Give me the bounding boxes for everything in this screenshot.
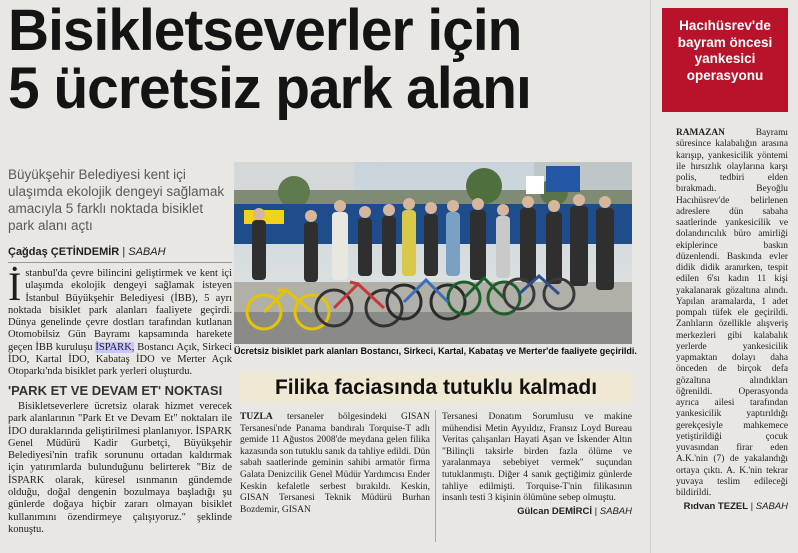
filika-lead: TUZLA bbox=[240, 412, 273, 422]
side-byline-source: SABAH bbox=[755, 501, 788, 513]
filika-col2 bbox=[442, 412, 632, 517]
filika-byline: Gülcan DEMİRCİ | SABAH bbox=[517, 505, 632, 517]
main-headline-line1: Bisikletseverler için bbox=[8, 0, 522, 63]
byline-divider bbox=[8, 262, 232, 263]
dropcap: İ bbox=[8, 264, 22, 309]
main-byline: Çağdaş ÇETİNDEMİR | SABAH bbox=[8, 246, 166, 258]
side-headline-line2: bayram öncesi bbox=[677, 34, 773, 50]
side-headline-line4: operasyonu bbox=[686, 67, 764, 83]
main-deck: Büyükşehir Belediyesi kent içi ulaşımda ekolojik dengeyi sağlamak amacıyla 5 farklı noktada bisiklet park alanı açtı bbox=[8, 167, 225, 233]
side-lead: RAMAZAN bbox=[676, 128, 725, 138]
filika-headline: Filika faciasında tutuklu kalmadı bbox=[240, 373, 632, 403]
column-divider bbox=[435, 410, 436, 542]
side-body-text: Bayramı süresince kalabalığın arasına karışıp, yankesicilik yöntemi ile hırsızlık olaylarına karşı polis, tedbiri elden bırakmadı. Beyoğlu Hacıhüsrev'de belirlenen adreslere dün sabaha saatlerinde yankesicilik ve dolandırıcılık büro amirliği ekiplerince baskın düzenlendi. Baskında evler didik didik aranırken, tespit edilen 6'sı kadın 11 kişi yakalanarak gözaltına alındı. Yapılan aramalarda, 1 adet pompalı tüfek ele geçirildi. Zanlıların özellikle alışveriş merkezleri gibi kalabalık yerlerde yankesicilik yapmaktan dolayı daha önceden de birçok defa gözaltına alındıkları öğrenildi. Operasyonda ayrıca ailesi tarafından yankesicilik yaptırıldığı gerekçesiyle mahkemece yetiştirildiği çocuk yuvasından firar eden A.K.'nin (7) de yakalandığı ortaya çıktı. A. K.'nin tekrar yuvaya teslim edileceği bildirildi. bbox=[676, 128, 788, 498]
page-column-separator bbox=[650, 0, 651, 553]
main-para1-b: Bostancı Açık, Sirkeci İDO, Kartal İDO, Kabataş İDO ve Merter Açık Otoparkı'nda bisiklet park yerleri oluşturdu. bbox=[8, 341, 232, 378]
bicycle-photo bbox=[234, 162, 632, 344]
filika-byline-source: SABAH bbox=[599, 505, 632, 517]
side-headline-line3: yankesici bbox=[694, 51, 756, 66]
main-body bbox=[8, 264, 232, 536]
main-headline-line2: 5 ücretsiz park alanı bbox=[8, 56, 531, 121]
main-para2: Bisikletseverlere ücretsiz olarak hizmet verecek park alanlarının "Park Et ve Devam Et" noktaları ile İDO duraklarında geliştirilmesi planlanıyor. İSPARK Genel Müdürü Kadir Gurbetçi, Büyükşehir Belediyesi'nin trafik sorununu ortadan kaldırmak için yatırımlarda bulunduğunu belirterek "Biz de İSPARK olarak, küresel ısınmanın gündemde olduğu, doğal dengenin bozulmaya başladığı şu günlerde doğaya hiçbir zararı olmayan bisiklet kullanımını özendirmeye çalışıyoruz." şeklinde konuştu. bbox=[8, 400, 232, 535]
side-headline-line1: Hacıhüsrev'de bbox=[679, 18, 771, 33]
ispark-highlight: İSPARK, bbox=[95, 341, 135, 353]
filika-col2-text: Tersanesi Donatım Sorumlusu ve makine mühendisi Metin Ayyıldız, Fransız Loyd Bureau Veritas çalışanları Hayati Aşan ve İskender Altın "Bilinçli taksirle birden fazla ölüme ve yaralanmaya sebebiyet vermek" suçundan tutuklanmıştı. Diğer 4 sanık geçtiğimiz günlerde tahliye edilmişti. Torquise-T'nin filikasının insanlı testi 3 kişinin ölümüne sebep olmuştu. bbox=[442, 412, 632, 504]
filika-col1 bbox=[240, 412, 430, 516]
main-byline-name: Çağdaş ÇETİNDEMİR bbox=[8, 246, 120, 258]
side-body bbox=[676, 128, 788, 513]
main-headline bbox=[8, 0, 635, 121]
photo-caption: Ücretsiz bisiklet park alanları Bostancı, Sirkeci, Kartal, Kabataş ve Merter'de faaliyete geçirildi. bbox=[234, 346, 637, 356]
main-para1-a: stanbul'da çevre bilincini geliştirmek ve kent içi ulaşımda ekolojik dengeyi sağlamak isteyen İstanbul Büyükşehir Belediyesi (İBB), 5 ayrı noktada bisiklet park alanları faaliyete geçirdi. Dünya genelinde çevre dostları tarafından kutlanan Otomobilsiz Gün Bayramı kapsamında harekete geçen İBB kuruluşu bbox=[8, 268, 232, 353]
side-byline: Rıdvan TEZEL | SABAH bbox=[683, 501, 788, 513]
side-byline-name: Rıdvan TEZEL bbox=[683, 501, 749, 513]
bicycle-photo-image bbox=[234, 162, 632, 344]
filika-col1-text: tersaneler bölgesindeki GISAN Tersanesi'nde Panama bandıralı Torquise-T adlı gemide 11 Ağustos 2008'de meydana gelen filika kazasında son tutuklu sanık da tahliye edildi. Dün sabah saatlerinde geminin sahibi armatör firma Galata Denizcilik Genel Müdür Yardımcısı Ender Keskin kefaletle serbest bırakıldı. Keskin, GISAN Tersanesi Teknik Müdürü Burhan Bozdemir, GISAN bbox=[240, 412, 430, 515]
side-headline-banner bbox=[662, 8, 788, 112]
filika-byline-name: Gülcan DEMİRCİ bbox=[517, 505, 593, 517]
main-byline-source: SABAH bbox=[128, 246, 166, 258]
main-subhead: 'PARK ET VE DEVAM ET' NOKTASI bbox=[8, 382, 223, 398]
